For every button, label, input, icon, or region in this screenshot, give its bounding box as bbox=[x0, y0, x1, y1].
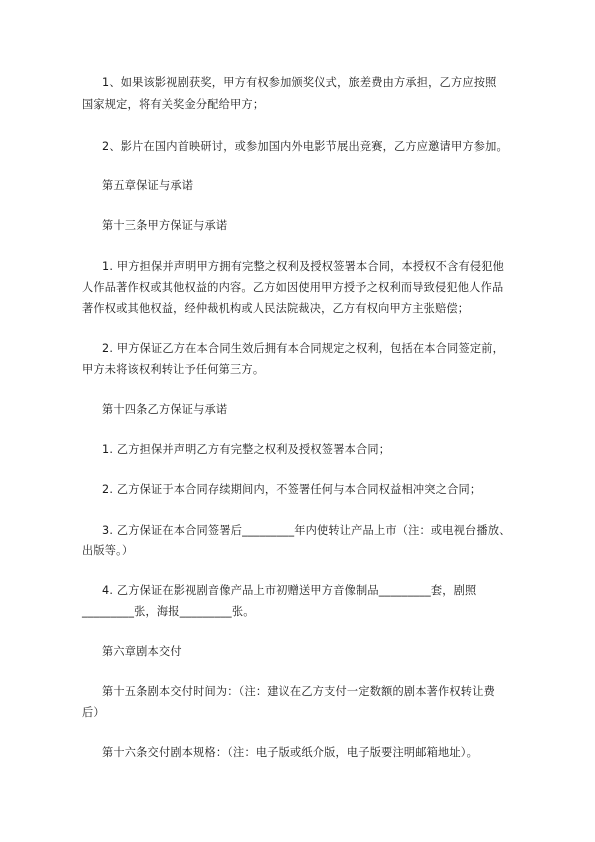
paragraph-premiere: 2、影片在国内首映研讨，或参加国内外电影节展出竞赛，乙方应邀请甲方参加。 bbox=[102, 140, 508, 153]
article-fourteen-heading: 第十四条乙方保证与承诺 bbox=[102, 403, 228, 416]
party-a-warranty-1-line-3: 著作权或其他权益，经仲裁机构或人民法院裁决，乙方有权向甲方主张赔偿； bbox=[82, 302, 470, 315]
party-a-warranty-1-line-1: 1. 甲方担保并声明甲方拥有完整之权利及授权签署本合同，本授权不含有侵犯他 bbox=[102, 260, 505, 273]
article-sixteen: 第十六条交付剧本规格：（注：电子版或纸介版，电子版要注明邮箱地址）。 bbox=[102, 746, 478, 759]
party-b-warranty-4-line-2: _________张，海报_________张。 bbox=[82, 605, 255, 618]
chapter-five-heading: 第五章保证与承诺 bbox=[102, 179, 194, 192]
party-b-warranty-2: 2. 乙方保证于本合同存续期间内，不签署任何与本合同权益相冲突之合同； bbox=[102, 483, 482, 496]
party-b-warranty-4-line-1: 4. 乙方保证在影视剧音像产品上市初赠送甲方音像制品_________套，剧照 bbox=[102, 584, 477, 597]
article-fifteen-line-2: 后） bbox=[82, 706, 105, 719]
party-b-warranty-3-line-1: 3. 乙方保证在本合同签署后_________年内使转让产品上市（注：或电视台播放、 bbox=[102, 524, 511, 537]
chapter-six-heading: 第六章剧本交付 bbox=[102, 645, 182, 658]
party-a-warranty-1-line-2: 人作品著作权或其他权益的内容。乙方如因使用甲方授予之权利而导致侵犯他人作品 bbox=[82, 281, 504, 294]
party-b-warranty-1: 1. 乙方担保并声明乙方有完整之权利及授权签署本合同； bbox=[102, 443, 391, 456]
party-b-warranty-3-line-2: 出版等。） bbox=[82, 544, 134, 557]
article-thirteen-heading: 第十三条甲方保证与承诺 bbox=[102, 219, 228, 232]
paragraph-award-line-1: 1、如果该影视剧获奖，甲方有权参加颁奖仪式，旅差费由方承担，乙方应按照 bbox=[102, 76, 497, 89]
paragraph-award-line-2: 国家规定，将有关奖金分配给甲方； bbox=[82, 98, 265, 111]
party-a-warranty-2-line-2: 甲方未将该权利转让予任何第三方。 bbox=[82, 363, 265, 376]
party-a-warranty-2-line-1: 2. 甲方保证乙方在本合同生效后拥有本合同规定之权利，包括在本合同签定前， bbox=[102, 342, 505, 355]
article-fifteen-line-1: 第十五条剧本交付时间为：（注：建议在乙方支付一定数额的剧本著作权转让费 bbox=[102, 685, 495, 698]
